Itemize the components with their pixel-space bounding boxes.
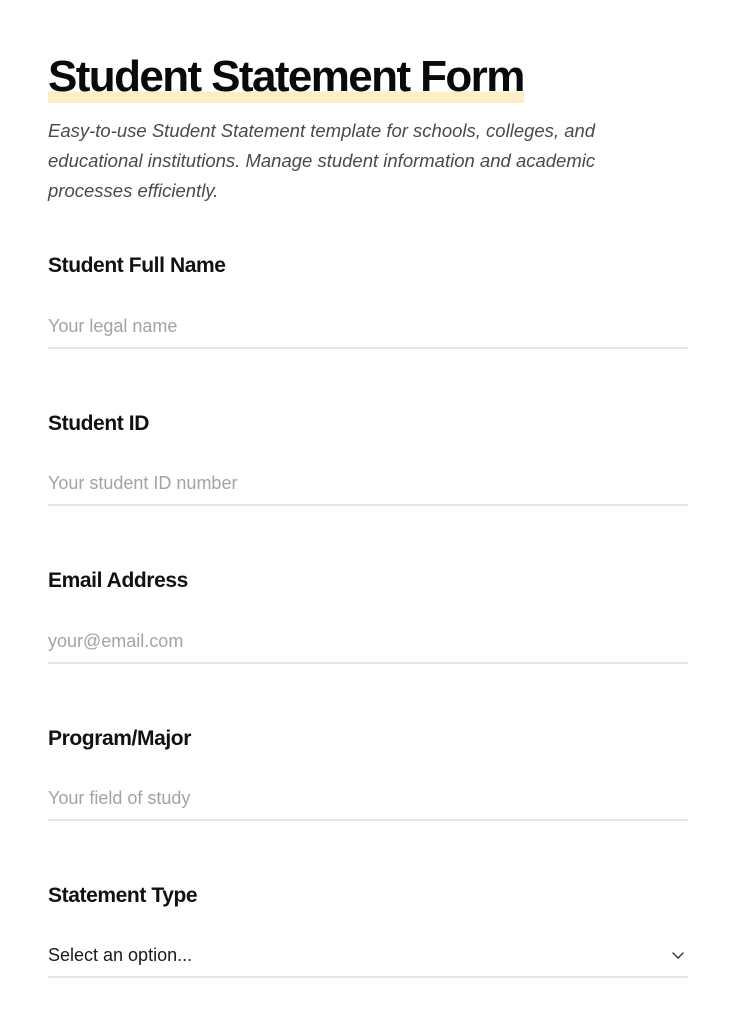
program-input[interactable] bbox=[48, 777, 688, 821]
form-description: Easy-to-use Student Statement template for schools, colleges, and educational institutions. Manage student information and academic processes efficiently. bbox=[48, 120, 596, 201]
full-name-input[interactable] bbox=[48, 305, 688, 349]
student-id-label: Student ID bbox=[48, 412, 149, 435]
email-label: Email Address bbox=[48, 569, 188, 592]
student-id-input[interactable] bbox=[48, 462, 688, 506]
statement-type-label: Statement Type bbox=[48, 884, 198, 907]
program-field bbox=[48, 726, 688, 752]
page-title: Student Statement Form bbox=[48, 52, 524, 101]
statement-type-field bbox=[48, 883, 688, 965]
full-name-label: Student Full Name bbox=[48, 254, 226, 277]
statement-type-selected-value: Select an option... bbox=[48, 944, 193, 965]
email-input[interactable] bbox=[48, 620, 688, 664]
email-field bbox=[48, 568, 688, 594]
student-statement-form bbox=[0, 0, 736, 206]
program-label: Program/Major bbox=[48, 727, 191, 750]
chevron-down-icon bbox=[670, 947, 686, 963]
full-name-field bbox=[48, 253, 688, 279]
student-id-field bbox=[48, 411, 688, 437]
statement-type-select[interactable] bbox=[48, 934, 688, 978]
title-block bbox=[48, 0, 688, 106]
